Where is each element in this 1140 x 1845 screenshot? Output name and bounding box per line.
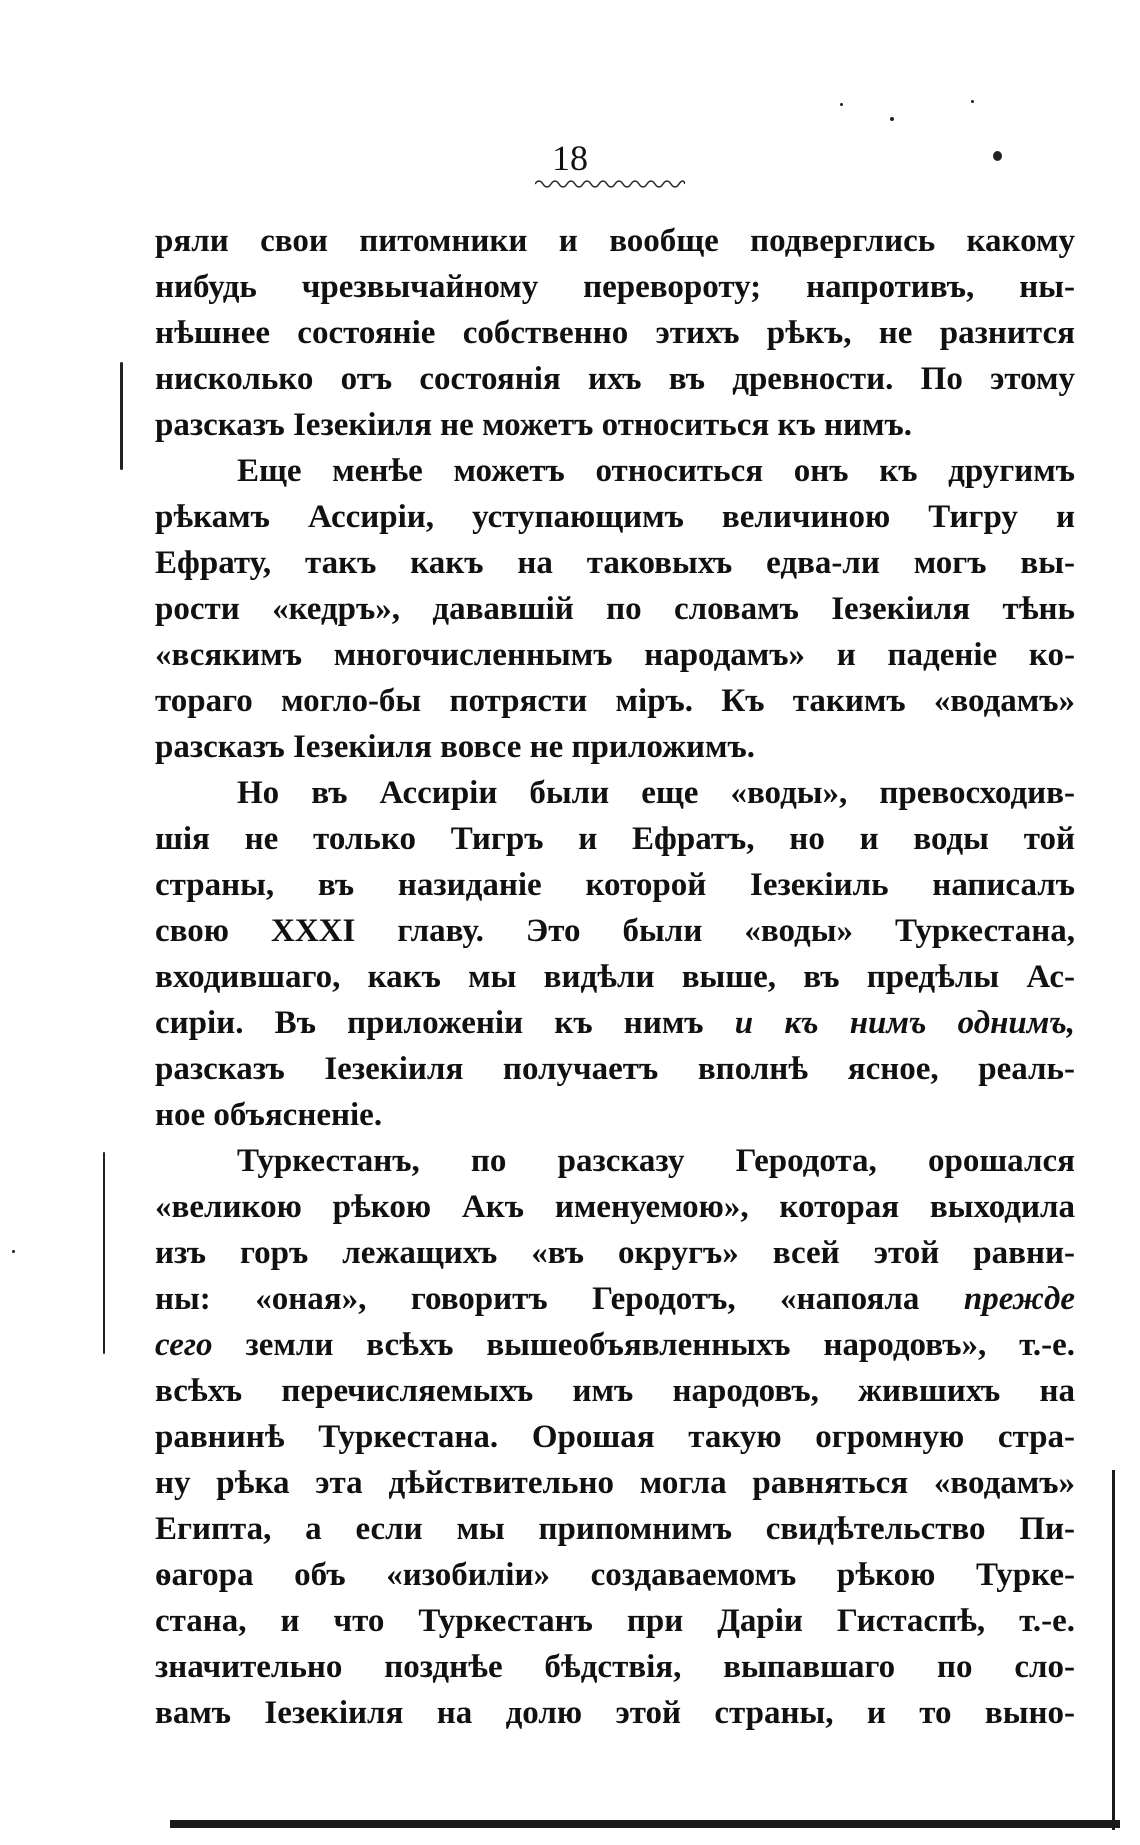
text-line: страны, въ назиданіе которой Іезекіиль написалъ	[155, 867, 1075, 903]
text-line	[155, 1322, 1075, 1368]
italic-phrase: и къ нимъ однимъ,	[734, 1005, 1075, 1041]
text-line: нѣшнее состояніе собственно этихъ рѣкъ, не разнится	[155, 315, 1075, 351]
text-line: Египта, а если мы припомнимъ свидѣтельство Пи-	[155, 1511, 1075, 1547]
text-line: изъ горъ лежащихъ «въ округъ» всей этой равни-	[155, 1235, 1075, 1271]
text-line: «всякимъ многочисленнымъ народамъ» и паденіе ко-	[155, 637, 1075, 673]
text-line	[155, 1276, 1075, 1322]
page-number: 18	[552, 138, 588, 178]
italic-phrase: прежде	[963, 1281, 1075, 1317]
scan-speck	[993, 151, 1002, 161]
text-line: разсказъ Іезекіиля вовсе не приложимъ.	[155, 729, 756, 765]
italic-phrase: сего	[155, 1327, 213, 1363]
text-line: тораго могло-бы потрясти міръ. Къ такимъ «водамъ»	[155, 683, 1075, 719]
body-text	[155, 218, 1075, 1736]
page-edge-shadow	[1112, 1470, 1115, 1830]
text-line: ряли свои питомники и вообще подверглись какому	[155, 223, 1075, 259]
text-line: разсказъ Іезекіиля получаетъ вполнѣ ясное, реаль-	[155, 1051, 1075, 1087]
text-line: Но въ Ассиріи были еще «воды», превосходив-	[237, 775, 1075, 811]
text-segment: сиріи. Въ приложеніи къ нимъ	[155, 1005, 735, 1041]
text-line: равнинѣ Туркестана. Орошая такую огромную стра-	[155, 1419, 1075, 1455]
margin-pencil-mark	[103, 1152, 105, 1354]
text-line: стана, и что Туркестанъ при Даріи Гистаспѣ, т.-е.	[155, 1603, 1075, 1639]
text-segment: ны: «оная», говоритъ Геродотъ, «напояла	[155, 1281, 964, 1317]
text-line: вамъ Іезекіиля на долю этой страны, и то выно-	[155, 1695, 1075, 1731]
text-line: «великою рѣкою Акъ именуемою», которая выходила	[155, 1189, 1075, 1225]
text-segment: земли всѣхъ вышеобъявленныхъ народовъ», т.-е.	[212, 1327, 1075, 1363]
scan-speck	[971, 100, 974, 103]
text-line: значительно позднѣе бѣдствія, выпавшаго по сло-	[155, 1649, 1075, 1685]
text-line: свою XXXI главу. Это были «воды» Туркестана,	[155, 913, 1075, 949]
text-line: всѣхъ перечисляемыхъ имъ народовъ, жившихъ на	[155, 1373, 1075, 1409]
text-line: входившаго, какъ мы видѣли выше, въ предѣлы Ас-	[155, 959, 1075, 995]
text-line: ну рѣка эта дѣйствительно могла равняться «водамъ»	[155, 1465, 1075, 1501]
text-line: разсказъ Іезекіиля не можетъ относиться къ нимъ.	[155, 407, 913, 443]
scan-speck	[840, 103, 843, 106]
text-line	[155, 1000, 1075, 1046]
text-line: рости «кедръ», дававшій по словамъ Іезекіиля тѣнь	[155, 591, 1075, 627]
text-line: Туркестанъ, по разсказу Геродота, орошался	[237, 1143, 1075, 1179]
page-bottom-edge	[170, 1820, 1120, 1828]
text-line: ное объясненіе.	[155, 1097, 383, 1133]
text-line: Ефрату, такъ какъ на таковыхъ едва-ли могъ вы-	[155, 545, 1075, 581]
text-line: нибудь чрезвычайному перевороту; напротивъ, ны-	[155, 269, 1075, 305]
page-number-ornament	[535, 178, 685, 188]
margin-pencil-mark	[120, 362, 123, 470]
text-line: нисколько отъ состоянія ихъ въ древности. По этому	[155, 361, 1075, 397]
text-line: шія не только Тигръ и Ефратъ, но и воды той	[155, 821, 1075, 857]
text-line: рѣкамъ Ассиріи, уступающимъ величиною Тигру и	[155, 499, 1075, 535]
text-line: Еще менѣе можетъ относиться онъ къ другимъ	[237, 453, 1075, 489]
text-line: ѳагора объ «изобиліи» создаваемомъ рѣкою Турке-	[155, 1557, 1075, 1593]
scan-speck	[890, 117, 894, 121]
scan-speck	[12, 1250, 15, 1253]
